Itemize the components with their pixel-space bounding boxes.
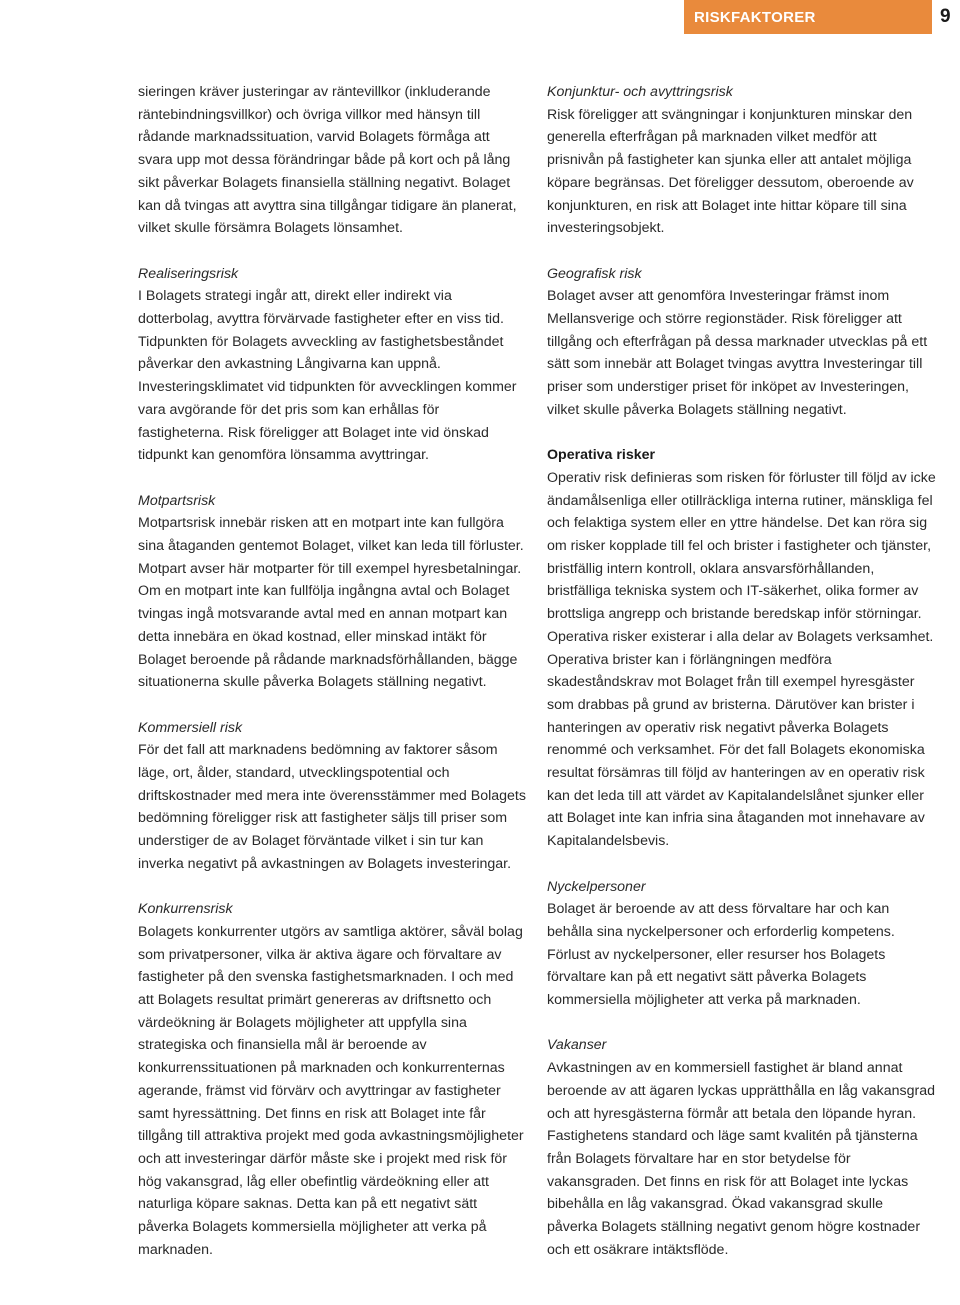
- section-body: Risk föreligger att svängningar i konjunkturen minskar den generella efterfrågan på marknaden vilket medför att prisnivån på fastigheter kan sjunka eller att antalet möjliga köpare begränsas. Det föreligger dessutom, oberoende av konjunkturen, en risk att Bolaget inte hittar köpare till sina investeringsobjekt.: [547, 106, 914, 237]
- section-body: Motpartsrisk innebär risken att en motpart inte kan fullgöra sina åtaganden gentemot Bolaget, vilket kan leda till förluster. Motpart avser här motparter för till exempel hyresbetalningar. Om en motpart inte kan fullfölja ingångna avtal och Bolaget tvingas ingå motsvarande avtal med en annan motpart kan detta innebära en ökad kostnad, eller minskad intäkt för Bolaget beroende på rådande marknadsförhållanden, bägge situationerna skulle påverka Bolagets ställning negativt.: [138, 515, 524, 691]
- section-heading: Motpartsrisk: [138, 492, 216, 509]
- page-number: 9: [940, 6, 951, 27]
- section-body: sieringen kräver justeringar av räntevillkor (inkluderande räntebindningsvillkor) och övriga villkor med hänsyn till rådande marknadssituation, varvid Bolagets förmåga att svara upp mot dessa förändringar både på kort och på lång sikt påverkar Bolagets finansiella ställning negativt. Bolaget kan då tvingas att avyttra sina tillgångar tidigare än planerat, vilket skulle försämra Bolagets lönsamhet.: [138, 84, 517, 237]
- section-body: Bolagets konkurrenter utgörs av samtliga aktörer, såväl bolag som privatpersoner, vilka är aktiva ägare och förvaltare av fastigheter på den svenska fastighetsmarknaden. I och med att Bolagets resultat primärt genereras av driftsnetto och värdeökning är Bolagets möjligheter att uppfylla sina strategiska och finansiella mål är beroende av konkurrenssituationen på marknaden och konkurrenternas agerande, främst vid förvärv och avyttringar av fastigheter samt hyressättning. Det finns en risk att Bolaget inte får tillgång till attraktiva projekt med goda avkastningsmöjligheter och att investeringar därför måste ske i projekt med risk för hög vakansgrad, låg eller obefintlig värdeökning eller att naturliga köpare saknas. Detta kan på ett negativt sätt påverka Bolagets kommersiella möjligheter att verka på marknaden.: [138, 923, 524, 1258]
- section-body: För det fall att marknadens bedömning av faktorer såsom läge, ort, ålder, standard, utvecklingspotential och driftskostnader med mera inte överensstämmer med Bolagets bedömning föreligger risk att fastigheter säljs till priser som understiger de av Bolaget förväntade vilket i sin tur kan inverka negativt på avkastningen av Bolagets investeringar.: [138, 742, 526, 872]
- right-column: [547, 81, 937, 1284]
- section-vakanser: [547, 1034, 937, 1261]
- section-header-bar: [684, 0, 932, 34]
- section-konkurrensrisk: [138, 898, 526, 1261]
- section-body: Operativ risk definieras som risken för förluster till följd av icke ändamålsenliga eller otillräckliga interna rutiner, mänskliga fel och felaktiga system eller en yttre händelse. Det kan röra sig om risker kopplade till fel och brister i fastigheter och tjänster, bristfällig intern kontroll, oklara ansvarsförhållanden, bristfälliga tekniska system och IT-säkerhet, olika former av brottsliga angrepp och bristande beredskap inför störningar. Operativa risker existerar i alla delar av Bolagets verksamhet. Operativa brister kan i förlängningen medföra skadeståndskrav mot Bolaget från till exempel hyresgäster som drabbas på grund av bristerna. Därutöver kan brister i hanteringen av operativ risk negativt påverka Bolagets renommé och verksamhet. För det fall Bolagets ekonomiska resultat försämras till följd av hanteringen av en operativ risk kan det leda till att värdet av Kapitalandelslånet sjunker eller att Bolaget inte kan infria sina åtaganden mot innehavare av Kapitalandelsbevis.: [547, 469, 936, 850]
- section-title: RISKFAKTORER: [694, 8, 816, 26]
- section-body: Bolaget är beroende av att dess förvaltare har och kan behålla sina nyckelpersoner och erforderlig kompetens. Förlust av nyckelpersoner, eller resurser hos Bolagets förvaltare kan på ett negativt sätt påverka Bolagets kommersiella möjligheter att verka på marknaden.: [547, 901, 895, 1009]
- section-nyckelpersoner: [547, 876, 937, 1012]
- section-heading: Nyckelpersoner: [547, 878, 646, 895]
- section-operativa-risker: [547, 444, 937, 853]
- section-heading: Konjunktur- och avyttringsrisk: [547, 84, 733, 100]
- section-motpartsrisk: [138, 490, 526, 694]
- section-geografisk-risk: [547, 263, 937, 422]
- section-heading: Realiseringsrisk: [138, 265, 239, 282]
- section-heading: Operativa risker: [547, 447, 656, 464]
- section-interest-terms: [138, 81, 526, 240]
- section-heading: Konkurrensrisk: [138, 901, 233, 918]
- section-heading: Kommersiell risk: [138, 719, 243, 736]
- left-column: [138, 81, 526, 1284]
- section-body: I Bolagets strategi ingår att, direkt eller indirekt via dotterbolag, avyttra förvärvade fastigheter efter en viss tid. Tidpunkten för Bolagets avveckling av fastighetsbeståndet påverkar den avkastning Långivarna kan uppnå. Investeringsklimatet vid tidpunkten för avvecklingen kommer vara avgörande för det pris som kan erhållas för fastigheterna. Risk föreligger att Bolaget inte vid önskad tidpunkt kan genomföra lönsamma avyttringar.: [138, 288, 517, 464]
- section-heading: Geografisk risk: [547, 265, 642, 282]
- section-body: Bolaget avser att genomföra Investeringar främst inom Mellansverige och större regionstäder. Risk föreligger att tillgång och efterfrågan på dessa marknader utvecklas på ett sätt som innebär att Bolaget tvingas avyttra Investeringar till priser som understiger priset för inköpet av Investeringen, vilket skulle påverka Bolagets ställning negativt.: [547, 288, 928, 418]
- section-body: Avkastningen av en kommersiell fastighet är bland annat beroende av att ägaren lyckas upprätthålla en låg vakansgrad och att hyresgästerna förmår att betala den löpande hyran. Fastighetens standard och läge samt kvalitén på tjänsterna från Bolagets förvaltare har en stor betydelse för vakansgraden. Det finns en risk för att Bolaget inte lyckas bibehålla en låg vakansgrad. Ökad vakansgrad skulle påverka Bolagets ställning negativt genom högre kostnader och ett osäkrare intäktsflöde.: [547, 1060, 936, 1258]
- section-heading: Vakanser: [547, 1037, 607, 1054]
- section-realiseringsrisk: [138, 263, 526, 467]
- section-kommersiell-risk: [138, 717, 526, 876]
- section-konjunktur-och-avyttringsrisk: [547, 81, 937, 240]
